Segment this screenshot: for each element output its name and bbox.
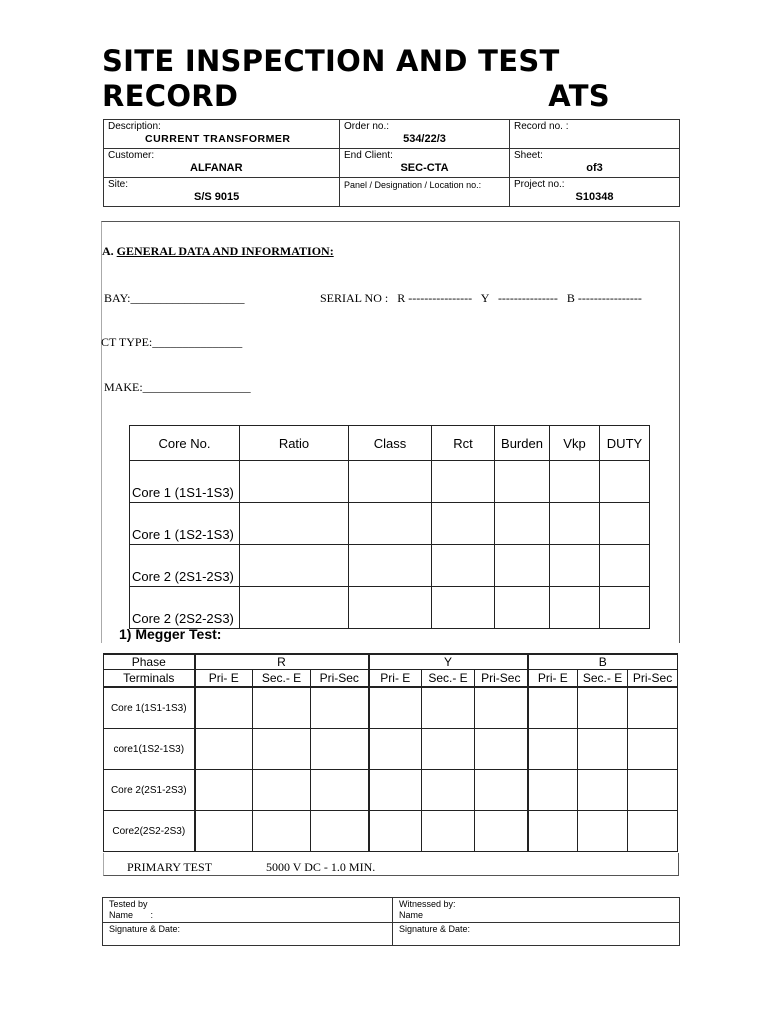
record-cell [510,120,680,149]
section-a-prefix: A. [102,244,117,258]
megger-row-label: core1(1S2-1S3) [104,729,195,770]
core-row-label: Core 1 (1S2-1S3) [130,503,240,545]
core-header-core-no: Core No. [130,426,240,461]
megger-cell[interactable] [422,687,475,729]
core-cell[interactable] [349,587,432,629]
core-cell[interactable] [495,587,550,629]
megger-row-label: Core 2(2S1-2S3) [104,770,195,811]
megger-cell[interactable] [253,811,311,852]
witnessed-by-label: Witnessed by: [399,899,456,909]
phase-r: R [195,654,369,670]
megger-cell[interactable] [528,811,578,852]
megger-row-label: Core 1(1S1-1S3) [104,687,195,729]
core-cell[interactable] [550,461,600,503]
site-cell [104,178,340,207]
phase-y: Y [369,654,528,670]
customer-label: Customer: [108,150,155,161]
witnessed-signature-label: Signature & Date: [399,924,471,934]
megger-cell[interactable] [311,770,369,811]
bay-field[interactable]: BAY:___________________ [104,291,245,305]
core-cell[interactable] [600,587,650,629]
megger-cell[interactable] [369,770,422,811]
megger-cell[interactable] [578,729,628,770]
serial-field[interactable]: SERIAL NO : R ---------------- Y --------------- B ---------------- [320,291,642,305]
megger-cell[interactable] [369,811,422,852]
primary-test-row [103,853,679,876]
primary-test-label: PRIMARY TEST [127,860,213,874]
megger-cell[interactable] [578,811,628,852]
witnessed-signature-cell[interactable] [393,923,680,946]
signature-table [102,897,680,946]
project-cell [510,178,680,207]
megger-cell[interactable] [528,770,578,811]
terminal-header: Pri-Sec [475,670,528,688]
primary-test-value: 5000 V DC - 1.0 MIN. [266,860,376,874]
megger-cell[interactable] [628,687,678,729]
core-header-ratio: Ratio [240,426,349,461]
megger-cell[interactable] [578,770,628,811]
core-cell[interactable] [349,503,432,545]
tested-by-cell[interactable] [103,898,393,923]
megger-cell[interactable] [369,687,422,729]
title-line-1: SITE INSPECTION AND TEST [102,44,560,78]
terminal-header: Pri- E [369,670,422,688]
core-cell[interactable] [240,503,349,545]
core-cell[interactable] [349,461,432,503]
tested-by-label: Tested by [109,899,148,909]
customer-value: ALFANAR [190,162,243,174]
panel-label: Panel / Designation / Location no.: [344,180,482,190]
core-cell[interactable] [432,587,495,629]
witnessed-by-name-label: Name [399,910,424,920]
megger-cell[interactable] [475,729,528,770]
core-cell[interactable] [495,503,550,545]
megger-cell[interactable] [528,687,578,729]
tested-by-name-label: Name : [109,910,154,920]
megger-cell[interactable] [475,687,528,729]
page-title [102,44,662,114]
description-cell [104,120,340,149]
megger-cell[interactable] [628,729,678,770]
core-row-label: Core 1 (1S1-1S3) [130,461,240,503]
core-cell[interactable] [432,545,495,587]
record-label: Record no. : [514,121,569,132]
core-header-rct: Rct [432,426,495,461]
megger-cell[interactable] [195,811,253,852]
section-a-title: GENERAL DATA AND INFORMATION: [116,244,334,258]
terminal-header: Sec.- E [578,670,628,688]
core-cell[interactable] [349,545,432,587]
title-record: RECORD [102,79,239,113]
sheet-cell [510,149,680,178]
terminal-header: Pri-Sec [628,670,678,688]
make-field[interactable]: MAKE:__________________ [104,380,251,394]
core-cell[interactable] [600,461,650,503]
title-ats: ATS [548,79,610,113]
core-cell[interactable] [432,461,495,503]
end-client-value: SEC-CTA [400,162,449,174]
core-cell[interactable] [432,503,495,545]
core-row-label: Core 2 (2S1-2S3) [130,545,240,587]
order-value: 534/22/3 [403,133,446,145]
terminal-header: Sec.- E [422,670,475,688]
tested-signature-label: Signature & Date: [109,924,181,934]
site-label: Site: [108,179,129,190]
megger-test-title: 1) Megger Test: [119,626,222,642]
title-line-2 [102,79,610,114]
core-cell[interactable] [240,545,349,587]
megger-cell[interactable] [422,770,475,811]
core-row-label: Core 2 (2S2-2S3) [130,587,240,629]
order-label: Order no.: [344,121,390,132]
core-cell[interactable] [600,503,650,545]
megger-cell[interactable] [578,687,628,729]
megger-cell[interactable] [253,729,311,770]
megger-cell[interactable] [195,729,253,770]
megger-table [103,653,678,852]
sheet-label: Sheet: [514,150,543,161]
megger-cell[interactable] [475,811,528,852]
core-table [129,425,650,629]
terminals-label: Terminals [104,670,195,688]
section-a-heading [102,244,334,259]
site-value: S/S 9015 [194,191,240,203]
project-label: Project no.: [514,179,565,190]
core-cell[interactable] [550,503,600,545]
project-value: S10348 [575,191,614,203]
megger-cell[interactable] [475,770,528,811]
megger-cell[interactable] [253,687,311,729]
core-header-duty: DUTY [600,426,650,461]
core-cell[interactable] [550,545,600,587]
end-client-cell [340,149,510,178]
terminal-header: Pri- E [528,670,578,688]
phase-b: B [528,654,678,670]
terminal-header: Pri-Sec [311,670,369,688]
megger-cell[interactable] [422,811,475,852]
core-header-vkp: Vkp [550,426,600,461]
core-cell[interactable] [495,461,550,503]
megger-cell[interactable] [195,770,253,811]
description-value: CURRENT TRANSFORMER [145,133,291,145]
end-client-label: End Client: [344,150,393,161]
megger-cell[interactable] [253,770,311,811]
megger-cell[interactable] [628,770,678,811]
core-header-class: Class [349,426,432,461]
megger-cell[interactable] [195,687,253,729]
megger-cell[interactable] [311,729,369,770]
megger-cell[interactable] [528,729,578,770]
terminal-header: Sec.- E [253,670,311,688]
witnessed-by-cell[interactable] [393,898,680,923]
panel-cell [340,178,510,207]
description-label: Description: [108,121,161,132]
tested-signature-cell[interactable] [103,923,393,946]
ct-type-field[interactable]: CT TYPE:_______________ [101,335,243,349]
megger-cell[interactable] [422,729,475,770]
core-cell[interactable] [495,545,550,587]
phase-label: Phase [104,654,195,670]
megger-cell[interactable] [311,687,369,729]
customer-cell [104,149,340,178]
megger-cell[interactable] [628,811,678,852]
core-cell[interactable] [600,545,650,587]
megger-cell[interactable] [311,811,369,852]
core-cell[interactable] [240,587,349,629]
order-cell [340,120,510,149]
terminal-header: Pri- E [195,670,253,688]
sheet-value: of3 [586,162,603,174]
core-cell[interactable] [240,461,349,503]
header-info-table [103,119,680,207]
megger-cell[interactable] [369,729,422,770]
megger-row-label: Core2(2S2-2S3) [104,811,195,852]
core-header-burden: Burden [495,426,550,461]
core-cell[interactable] [550,587,600,629]
